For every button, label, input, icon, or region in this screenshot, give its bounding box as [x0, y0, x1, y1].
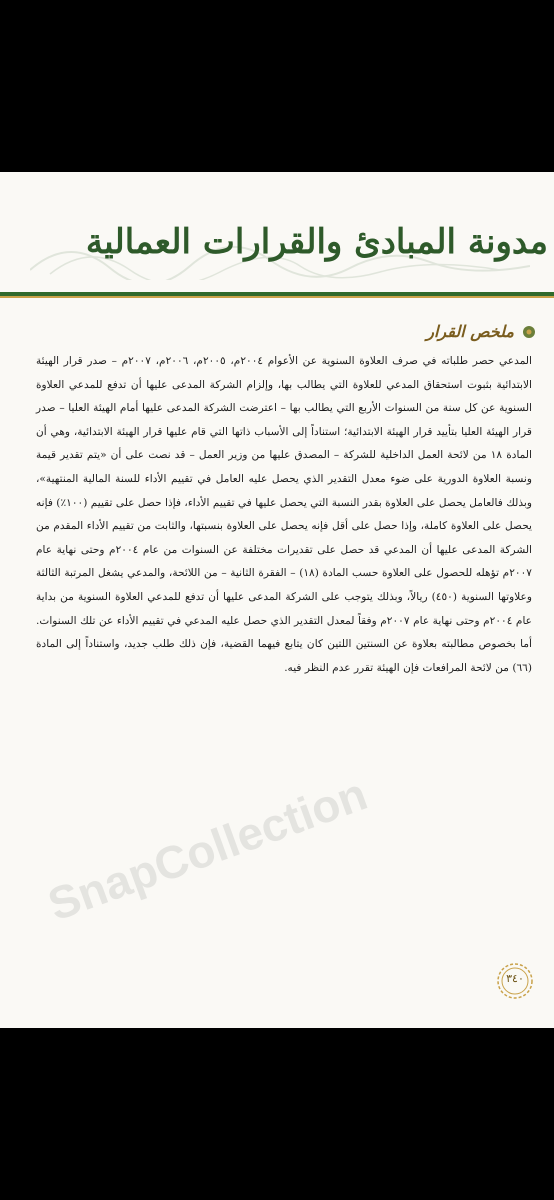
- book-title: مدونة المبادئ والقرارات العمالية: [85, 222, 548, 262]
- section-title: ملخص القرار: [426, 322, 514, 341]
- section-header: [426, 322, 536, 341]
- page-header: [0, 172, 554, 294]
- flower-ornament-icon: [522, 325, 536, 339]
- watermark-text: SnapCollection: [41, 767, 374, 931]
- document-page: [0, 172, 554, 1028]
- header-rule-gold: [0, 296, 554, 298]
- page-number: ٣٤٠: [506, 972, 524, 985]
- body-paragraph: المدعي حصر طلباته في صرف العلاوة السنوية عن الأعوام ٢٠٠٤م، ٢٠٠٥م، ٢٠٠٦م، ٢٠٠٧م – صدر قرار الهيئة الابتدائية بثبوت استحقاق المدعي للعلاوة التي يطالب بها، وإلزام الشركة المدعى عليها أن تدفع للمدعي العلاوة السنوية عن كل سنة من السنوات الأربع التي يطالب بها – اعترضت الشركة المدعى عليها أمام الهيئة العليا – صدر قرار الهيئة العليا بتأييد قرار الهيئة الابتدائية؛ استناداً إلى الأسباب ذاتها التي قام عليها قرار الهيئة الابتدائية، وهي أن المادة ١٨ من لائحة العمل الداخلية للشركة – المصدق عليها من وزير العمل – قد نصت على أن «يتم تقدير قيمة ونسبة العلاوة الدورية على ضوء معدل التقدير الذي يحصل عليه العامل في تقييم الأداء للسنة المالية المنتهية»، وبذلك فالعامل يحصل على العلاوة بقدر النسبة التي يحصل عليها في تقييم الأداء، فإذا حصل على تقييم (١٠٠٪) فإنه يحصل على العلاوة كاملة، وإذا حصل على أقل فإنه يحصل على العلاوة بنسبتها، والثابت من تقييم الأداء المقدم من الشركة المدعى عليها أن المدعي قد حصل على تقديرات مختلفة عن السنوات من عام ٢٠٠٤م وحتى نهاية عام ٢٠٠٧م تؤهله للحصول على العلاوة حسب المادة (١٨) – الفقرة الثانية – من اللائحة، والمدعي يشغل المرتبة الثالثة وعلاوتها السنوية (٤٥٠) ريالاً، وبذلك يتوجب على الشركة المدعى عليها أن تدفع للمدعي العلاوة السنوية من بداية عام ٢٠٠٤م وحتى نهاية عام ٢٠٠٧م وفقاً لمعدل التقدير الذي حصل عليه المدعي في تقييم الأداء عن تلك السنوات. أما بخصوص مطالبته بعلاوة عن السنتين اللتين كان يتابع فيهما القضية، فإن ذلك طلب جديد، واستناداً إلى المادة (٦٦) من لائحة المرافعات فإن الهيئة تقرر عدم النظر فيه.: [36, 355, 533, 674]
